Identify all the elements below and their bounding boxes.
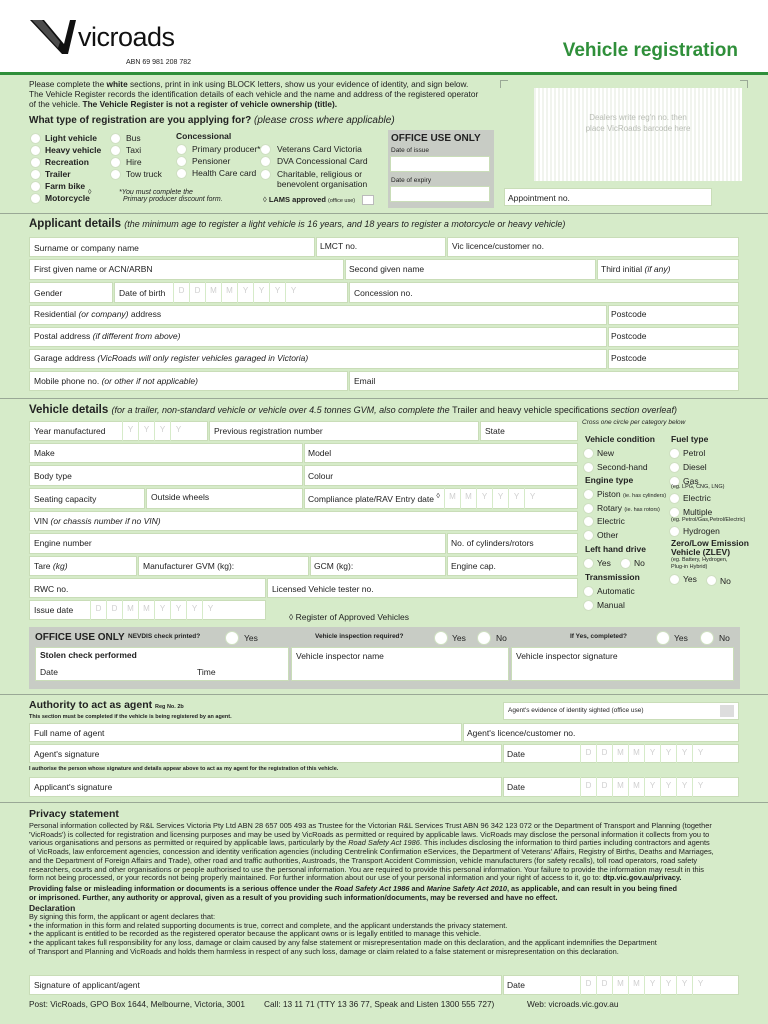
reg-type-radio[interactable]	[30, 193, 41, 204]
date-cell[interactable]: Y	[676, 777, 692, 797]
gcm-label: GCM (kg):	[314, 561, 354, 571]
agent-licence-label: Agent's licence/customer no.	[467, 728, 576, 738]
tare-label: Tare (kg)	[34, 561, 68, 571]
inspection-no-radio[interactable]	[477, 631, 491, 645]
applicant-date-label: Date	[507, 782, 525, 792]
lams-hint: (office use)	[328, 198, 356, 204]
colour-label: Colour	[308, 471, 334, 481]
date-cell[interactable]: Y	[154, 600, 170, 620]
transmission-radio[interactable]	[583, 586, 594, 597]
reg-type-radio[interactable]	[260, 156, 271, 167]
reg-type-label: Charitable, religious or	[277, 169, 363, 179]
lams-mark: ◊	[263, 195, 267, 204]
agent-note: This section must be completed if the vehicle is being registered by an agent.	[29, 714, 232, 720]
reg-type-label: Pensioner	[192, 156, 231, 166]
gvm-label: Manufacturer GVM (kg):	[143, 561, 235, 571]
model-label: Model	[308, 448, 332, 458]
reg-type-radio[interactable]	[260, 144, 271, 155]
engine-radio[interactable]	[583, 489, 594, 500]
date-cell[interactable]: D	[173, 282, 189, 303]
form-title: Vehicle registration	[562, 40, 738, 61]
completed-yes-radio[interactable]	[656, 631, 670, 645]
lhd-no-label: No	[634, 558, 645, 568]
date-cell[interactable]: Y	[644, 975, 660, 995]
office-bar-title: OFFICE USE ONLY	[35, 632, 125, 643]
applicant-signature-label: Applicant's signature	[34, 782, 113, 792]
date-cell[interactable]: Y	[492, 488, 508, 509]
vin-label: VIN (or chassis number if no VIN)	[34, 516, 161, 526]
agent-date-cells[interactable]	[580, 744, 708, 763]
dob-cells[interactable]	[173, 282, 301, 303]
residential-label: Residential (or company) address	[34, 309, 162, 319]
zlev-no-radio[interactable]	[706, 575, 717, 586]
fuel-label: Hydrogen	[683, 526, 720, 536]
footer-web: Web: vicroads.vic.gov.au	[527, 999, 619, 1009]
reg-type-label: Taxi	[126, 145, 142, 155]
reg-type-label: Heavy vehicle	[45, 145, 102, 155]
transmission-title: Transmission	[585, 572, 640, 582]
date-cell[interactable]: M	[612, 777, 628, 797]
engine-radio[interactable]	[583, 503, 594, 514]
fuel-title: Fuel type	[671, 434, 709, 444]
reg-type-radio[interactable]	[110, 145, 121, 156]
date-cell[interactable]: Y	[508, 488, 524, 509]
lams-checkbox[interactable]	[362, 195, 374, 205]
garage-label: Garage address (VicRoads will only register vehicles garaged in Victoria)	[34, 353, 309, 363]
completed-yes-label: Yes	[674, 633, 688, 643]
surname-label: Surname or company name	[34, 243, 139, 253]
header	[0, 0, 768, 73]
stolen-date-label: Date	[40, 667, 58, 677]
dob-label: Date of birth	[119, 288, 166, 298]
concession-label: Concession no.	[354, 288, 413, 298]
condition-title: Vehicle condition	[585, 434, 655, 444]
fuel-label: Multiple	[683, 507, 713, 517]
date-cell[interactable]: M	[122, 600, 138, 620]
condition-radio[interactable]	[583, 462, 594, 473]
section-divider	[0, 694, 768, 695]
stolen-time-label: Time	[197, 667, 216, 677]
date-expiry-field[interactable]	[390, 186, 490, 202]
privacy-title: Privacy statement	[29, 808, 119, 820]
email-label: Email	[354, 376, 376, 386]
reg-type-label: Trailer	[45, 169, 71, 179]
reg-type-label: Bus	[126, 133, 141, 143]
reg-type-radio[interactable]	[110, 169, 121, 180]
zlev-title: Vehicle (ZLEV)	[671, 547, 731, 557]
fuel-radio[interactable]	[669, 526, 680, 537]
inspection-yes-label: Yes	[452, 633, 466, 643]
multiple-hint: (eg. Petrol/Gas,Petrol/Electric)	[671, 517, 746, 523]
inspection-no-label: No	[496, 633, 507, 643]
date-issue-field[interactable]	[390, 156, 490, 172]
date-cell[interactable]: D	[596, 975, 612, 995]
year-label: Year manufactured	[34, 426, 106, 436]
applicant-title: Applicant details (the minimum age to register a light vehicle is 16 years, and 18 years to register a motorcycle or heavy vehicle)	[29, 218, 566, 230]
vehicle-title: Vehicle details (for a trailer, non-standard vehicle or vehicle over 4.5 tonnes GVM, also complete the Trailer and heavy vehicle specifications section overleaf)	[29, 404, 677, 416]
reg-type-label: Recreation	[45, 157, 89, 167]
section-divider	[0, 398, 768, 399]
engine-label	[597, 516, 625, 526]
date-cell[interactable]: Y	[524, 488, 540, 509]
header-rule	[0, 72, 768, 75]
intro-text: Please complete the white sections, print in ink using BLOCK letters, show us your evidence of identity, and sign below. The Vehicle Register records the identification details of each vehicle and the name and address of the registered operator of the vehicle. The Vehicle Register is not a register of vehicle ownership (title).	[29, 79, 479, 109]
date-cell[interactable]: Y	[692, 777, 708, 797]
engine-radio[interactable]	[583, 530, 594, 541]
date-cell[interactable]: Y	[676, 744, 692, 763]
body-label: Body type	[34, 471, 72, 481]
date-cell[interactable]: M	[444, 488, 460, 509]
lmct-label: LMCT no.	[320, 241, 358, 251]
fuel-label: Electric	[683, 493, 711, 503]
logo-wordmark: vicroads	[78, 22, 175, 52]
date-cell[interactable]: M	[138, 600, 154, 620]
agent-date-label: Date	[507, 749, 525, 759]
fuel-label: Diesel	[683, 462, 707, 472]
date-cell[interactable]: M	[612, 744, 628, 763]
completed-no-label: No	[719, 633, 730, 643]
engine-label	[597, 503, 660, 513]
completed-no-radio[interactable]	[700, 631, 714, 645]
date-cell[interactable]: Y	[660, 777, 676, 797]
issue-date-cells[interactable]	[90, 600, 218, 620]
wheels-label: Outside wheels	[151, 492, 210, 502]
issue-date-label: Issue date	[34, 605, 74, 615]
date-cell[interactable]: Y	[285, 282, 301, 303]
condition-label: New	[597, 448, 615, 458]
date-cell[interactable]: Y	[237, 282, 253, 303]
year-cells[interactable]	[122, 421, 186, 441]
declaration-date-label: Date	[507, 980, 525, 990]
reg-type-label: Tow truck	[126, 169, 162, 179]
second-name-label: Second given name	[349, 264, 425, 274]
gas-hint: (eg. LPG, CNG, LNG)	[671, 484, 725, 490]
email-field[interactable]	[349, 371, 739, 391]
lams-label	[263, 195, 355, 204]
inspector-sig-label: Vehicle inspector signature	[516, 651, 618, 661]
date-expiry-label: Date of expiry	[391, 177, 432, 184]
reg-type-label: DVA Concessional Card	[277, 156, 368, 166]
model-field[interactable]	[304, 443, 578, 463]
reg-type-radio[interactable]	[176, 168, 187, 179]
nevdis-yes-label: Yes	[244, 633, 258, 643]
date-cell[interactable]: D	[580, 975, 596, 995]
fuel-radio[interactable]	[669, 462, 680, 473]
engine-radio[interactable]	[583, 516, 594, 527]
date-cell[interactable]: M	[612, 975, 628, 995]
corner-mark	[740, 80, 748, 88]
zlev-title: Zero/Low Emission	[671, 538, 749, 548]
reg-type-label: Primary producer*	[192, 144, 261, 154]
date-cell[interactable]: D	[189, 282, 205, 303]
nevdis-yes-radio[interactable]	[225, 631, 239, 645]
fuel-label: Gas	[683, 476, 699, 486]
engine-label-text: Rotary	[597, 502, 623, 513]
date-cell[interactable]: Y	[660, 744, 676, 763]
zlev-yes-label: Yes	[683, 574, 697, 584]
zlev-no-label: No	[720, 576, 731, 586]
first-name-label: First given name or ACN/ARBN	[34, 264, 153, 274]
colour-field[interactable]	[304, 465, 578, 486]
agent-evidence-checkbox[interactable]	[720, 705, 734, 717]
engine-cap-label: Engine cap.	[451, 561, 496, 571]
appointment-label: Appointment no.	[508, 193, 570, 203]
date-cell[interactable]: Y	[644, 744, 660, 763]
declaration-date-cells[interactable]	[580, 975, 708, 995]
engine-label-text: Other	[597, 529, 619, 540]
reg-type-radio[interactable]	[260, 169, 271, 180]
applicant-date-cells[interactable]	[580, 777, 708, 797]
dealer-barcode-area	[534, 88, 742, 181]
reg-type-label: Motorcycle	[45, 193, 90, 203]
make-field[interactable]	[29, 443, 303, 463]
engine-label	[597, 530, 618, 540]
transmission-radio[interactable]	[583, 600, 594, 611]
privacy-text: Personal information collected by R&L Services Victoria Pty Ltd ABN 28 657 005 493 as Trustee for the Victorian R&L Services Trust ABN 96 342 123 072 or the Department of Transport and Planning (together 'VicRoads') is collected for registration and licensing purposes and may be used by VicRoads as permitted or required by applicable laws. VicRoads may disclose the personal information it collects from you to various organisations and persons as permitted or required by applicable laws, particularly by the Road Safety Act 1986. This includes disclosing the information to third parties including contractors and agents of VicRoads, law enforcement agencies, concession and identity verification agencies (including Centrelink Confirmation eServices, the Department of Veterans' Affairs, Registry of Births, Deaths and Marriages, and the Department of Foreign Affairs and Trade), other road and traffic authorities, Austroads, the Transport Accident Commission, vehicle manufacturers (for safety recalls), toll road operators, road safety researchers, courts and other organisations or people authorised to use the personal information. You are required to provide this personal information. Your failure to provide the information may result in this form not being processed, or your records not being properly maintained. For further information about our use of your personal information and your right of access to it, go to: dtp.vic.gov.au/privacy. Providing false or misleading information or documents is a serious offence under the Road Safety Act 1986 and Marine Safety Act 2010, as applicable, and can result in you being fined or imprisoned. Further, any authority or approval, given as a result of you providing such information/documents, may be reversed and have no effect. Declaration By signing this form, the applicant or agent declares that: • the information in this form and related supporting documents is true, correct and complete, and the applicant understands the privacy statement. • the applicant is entitled to be recorded as the registered operator because the applicant owns or is legally entitled to manage this vehicle. • the applicant takes full responsibility for any loss, damage or claim caused by any false statement or misrepresentation made on this declaration, and the applicant indemnifies the Department of Transport and Planning and VicRoads and holds them harmless in respect of any such loss, damage or claim related to a false statement or misrepresentation on this declaration.	[29, 821, 714, 956]
date-cell[interactable]: Y	[138, 421, 154, 441]
date-cell[interactable]: M	[205, 282, 221, 303]
stolen-label: Stolen check performed	[40, 650, 137, 660]
engine-label-text: Electric	[597, 516, 625, 526]
reg-type-radio[interactable]	[110, 157, 121, 168]
date-cell[interactable]: Y	[253, 282, 269, 303]
date-cell[interactable]: Y	[644, 777, 660, 797]
compliance-cells[interactable]	[444, 488, 540, 509]
condition-radio[interactable]	[583, 448, 594, 459]
agent-name-label: Full name of agent	[34, 728, 105, 738]
category-hint: Cross one circle per category below	[582, 419, 686, 426]
prev-reg-label: Previous registration number	[214, 426, 323, 436]
engine-label-hint: (ie. has rotors)	[624, 506, 660, 513]
reg-type-radio[interactable]	[110, 133, 121, 144]
make-label: Make	[34, 448, 55, 458]
fuel-radio[interactable]	[669, 448, 680, 459]
reg-type-label: Hire	[126, 157, 142, 167]
date-cell[interactable]: D	[106, 600, 122, 620]
date-cell[interactable]: Y	[202, 600, 218, 620]
reg-type-label: Farm bike	[45, 181, 86, 191]
primary-note: Primary producer discount form.	[123, 196, 223, 203]
fuel-label: Petrol	[683, 448, 706, 458]
date-cell[interactable]: D	[580, 777, 596, 797]
state-label: State	[485, 426, 505, 436]
date-cell[interactable]: Y	[676, 975, 692, 995]
date-cell[interactable]: D	[90, 600, 106, 620]
transmission-label: Manual	[597, 600, 625, 610]
lhd-yes-radio[interactable]	[583, 558, 594, 569]
engine-label-text: Piston	[597, 489, 621, 499]
reg-type-radio[interactable]	[176, 156, 187, 167]
zlev-hint: Plug-in Hybrid)	[671, 564, 708, 570]
dealer-line-2: place VicRoads barcode here	[585, 124, 691, 133]
date-cell[interactable]: D	[580, 744, 596, 763]
engine-label: Engine number	[34, 538, 92, 548]
date-cell[interactable]: Y	[660, 975, 676, 995]
inspection-yes-radio[interactable]	[434, 631, 448, 645]
compliance-label: Compliance plate/RAV Entry date ◊	[308, 492, 440, 504]
section-divider	[0, 213, 768, 214]
date-cell[interactable]: Y	[170, 421, 186, 441]
reg-type-radio[interactable]	[30, 145, 41, 156]
date-cell[interactable]: D	[596, 744, 612, 763]
engine-label-hint: (ie. has cylinders)	[623, 493, 667, 499]
rwc-label: RWC no.	[34, 584, 69, 594]
cylinders-label: No. of cylinders/rotors	[451, 538, 534, 548]
date-cell[interactable]: Y	[269, 282, 285, 303]
primary-note: *You must complete the	[119, 189, 193, 196]
zlev-hint: (eg. Battery, Hydrogen,	[671, 557, 728, 563]
mobile-label: Mobile phone no. (or other if not applicable)	[34, 376, 198, 386]
postcode-label: Postcode	[611, 353, 647, 363]
date-cell[interactable]: Y	[692, 744, 708, 763]
gender-label: Gender	[34, 288, 63, 298]
agent-evidence-label: Agent's evidence of identity sighted (office use)	[508, 707, 644, 714]
reg-type-label: benevolent organisation	[277, 179, 368, 189]
corner-mark	[500, 80, 508, 88]
footer-call: Call: 13 11 71 (TTY 13 36 77, Speak and Listen 1300 555 727)	[264, 999, 495, 1009]
approved-label: ◊ Register of Approved Vehicles	[289, 612, 409, 622]
date-cell[interactable]: M	[460, 488, 476, 509]
seating-label: Seating capacity	[34, 494, 97, 504]
agent-signature-field[interactable]	[29, 744, 502, 763]
transmission-label: Automatic	[597, 586, 635, 596]
date-cell[interactable]: Y	[154, 421, 170, 441]
date-cell[interactable]: Y	[186, 600, 202, 620]
third-initial-label: Third initial (if any)	[601, 264, 671, 274]
agent-title: Authority to act as agent Reg No. 2b	[29, 699, 184, 711]
reg-type-radio[interactable]	[30, 157, 41, 168]
date-issue-label: Date of issue	[391, 147, 429, 154]
completed-label: If Yes, completed?	[570, 633, 627, 640]
reg-type-label: Veterans Card Victoria	[277, 144, 362, 154]
footer-post: Post: VicRoads, GPO Box 1644, Melbourne, Victoria, 3001	[29, 999, 245, 1009]
office-use-title: OFFICE USE ONLY	[391, 133, 481, 144]
dealer-line-1: Dealers write reg'n no. then	[589, 113, 687, 122]
inspector-name-label: Vehicle inspector name	[296, 651, 384, 661]
date-cell[interactable]: Y	[122, 421, 138, 441]
date-cell[interactable]: Y	[692, 975, 708, 995]
concessional-title: Concessional	[176, 131, 232, 141]
postcode-label: Postcode	[611, 309, 647, 319]
date-cell[interactable]: M	[628, 975, 644, 995]
postal-label: Postal address (if different from above)	[34, 331, 181, 341]
licence-label: Vic licence/customer no.	[452, 241, 544, 251]
reg-type-label: Health Care card	[192, 168, 257, 178]
declaration-signature-label: Signature of applicant/agent	[34, 980, 140, 990]
date-cell[interactable]: M	[628, 744, 644, 763]
tester-label: Licensed Vehicle tester no.	[272, 584, 374, 594]
lhd-yes-label: Yes	[597, 558, 611, 568]
fuel-radio[interactable]	[669, 493, 680, 504]
agent-signature-label: Agent's signature	[34, 749, 100, 759]
date-cell[interactable]: Y	[476, 488, 492, 509]
nevdis-label: NEVDIS check printed?	[128, 633, 201, 640]
engine-type-title: Engine type	[585, 475, 634, 485]
lhd-no-radio[interactable]	[620, 558, 631, 569]
authorise-text: I authorise the person whose signature and details appear above to act as my agent for the registration of this vehicle.	[29, 766, 339, 772]
inspection-label: Vehicle inspection required?	[315, 633, 404, 640]
abn: ABN 69 981 208 782	[126, 59, 191, 66]
motorcycle-mark: ◊	[88, 189, 92, 196]
date-cell[interactable]: Y	[170, 600, 186, 620]
engine-label	[597, 489, 666, 499]
reg-type-question: What type of registration are you applying for? (please cross where applicable)	[29, 115, 395, 126]
section-divider	[0, 802, 768, 803]
date-cell[interactable]: D	[596, 777, 612, 797]
date-cell[interactable]: M	[221, 282, 237, 303]
reg-type-radio[interactable]	[30, 181, 41, 192]
zlev-yes-radio[interactable]	[669, 574, 680, 585]
lhd-title: Left hand drive	[585, 544, 646, 554]
postcode-label: Postcode	[611, 331, 647, 341]
reg-type-radio[interactable]	[30, 169, 41, 180]
reg-type-radio[interactable]	[30, 133, 41, 144]
reg-type-radio[interactable]	[176, 144, 187, 155]
lams-text: LAMS approved	[268, 195, 326, 204]
reg-type-label: Light vehicle	[45, 133, 97, 143]
date-cell[interactable]: M	[628, 777, 644, 797]
condition-label: Second-hand	[597, 462, 648, 472]
